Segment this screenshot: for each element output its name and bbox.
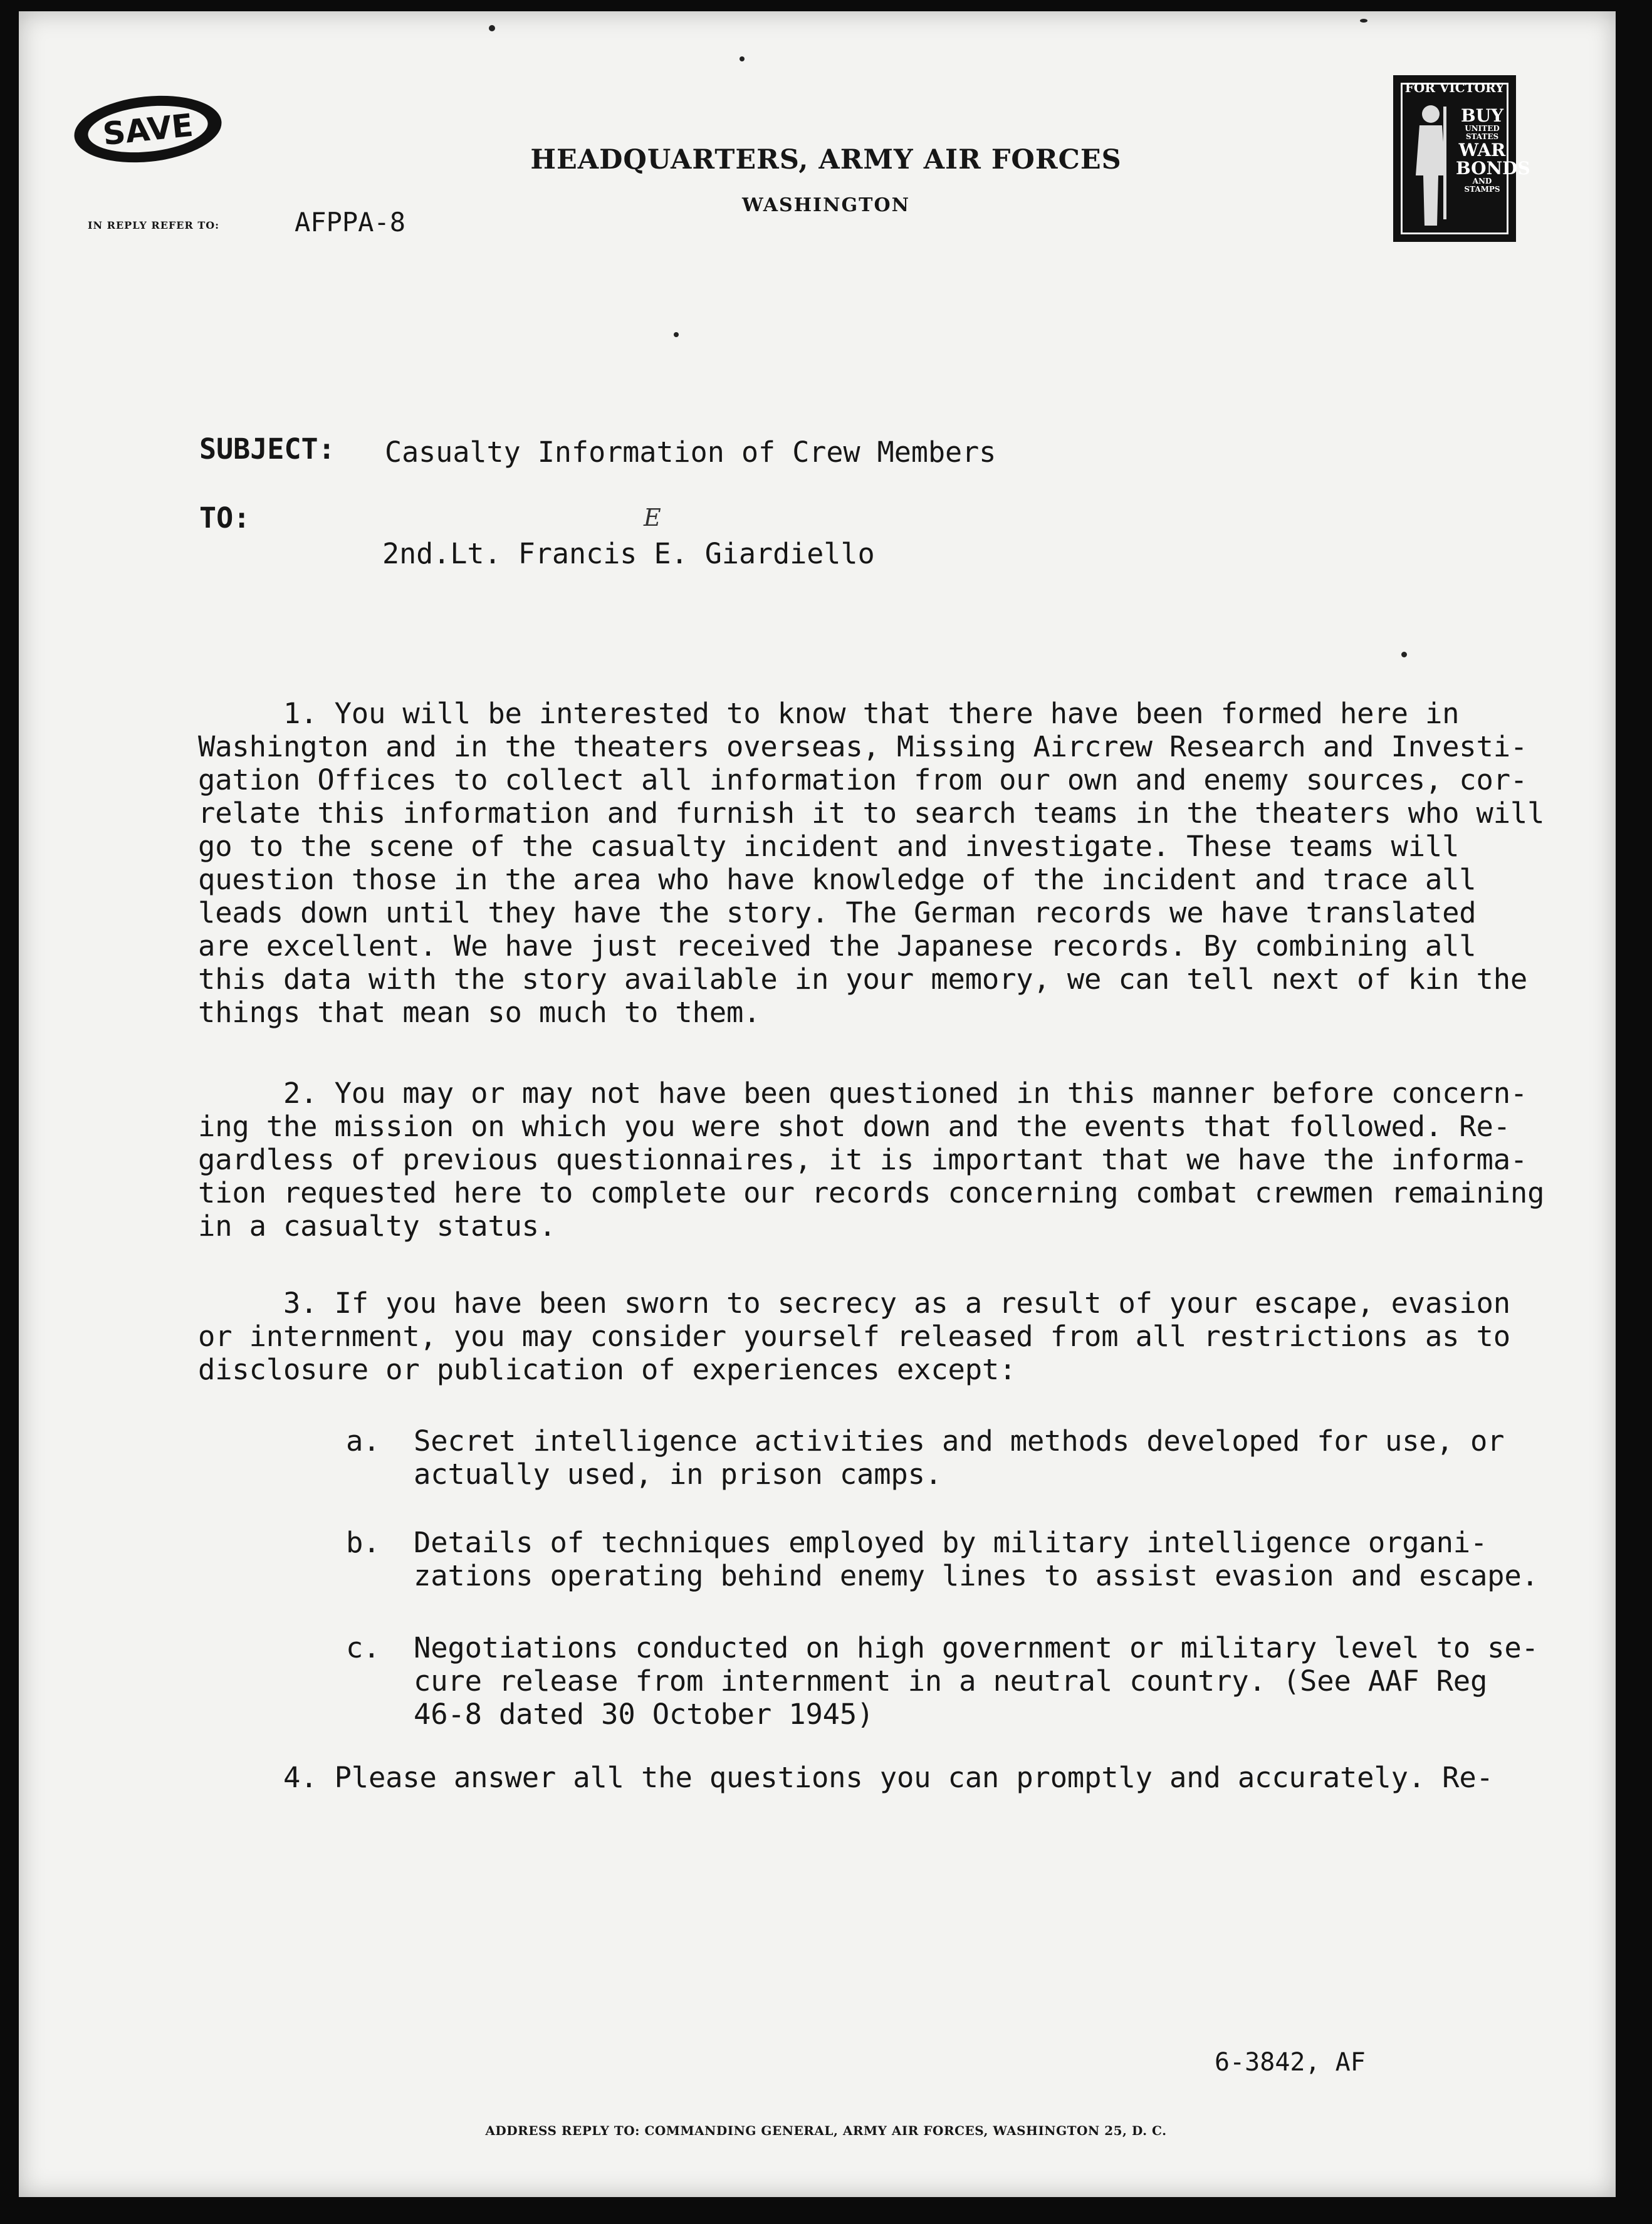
p3-line-3: disclosure or publication of experiences except: bbox=[198, 1353, 1017, 1386]
item-a-line-2: actually used, in prison camps. bbox=[414, 1458, 942, 1491]
item-a-line-1: Secret intelligence activities and methods developed for use, or bbox=[414, 1424, 1505, 1458]
scan-speck bbox=[674, 332, 679, 337]
p2-line-2: ing the mission on which you were shot down and the events that followed. Re- bbox=[198, 1110, 1510, 1143]
letterhead-title: HEADQUARTERS, ARMY AIR FORCES bbox=[530, 144, 1122, 175]
stamp-buy: BUY bbox=[1460, 105, 1504, 126]
form-number: 6-3842, AF bbox=[1215, 2048, 1366, 2077]
handwritten-initial: E bbox=[644, 504, 661, 531]
scan-speck bbox=[1360, 19, 1367, 23]
p1-line-9: this data with the story available in your memory, we can tell next of kin the bbox=[198, 963, 1528, 996]
item-c-line-3: 46-8 dated 30 October 1945) bbox=[414, 1698, 874, 1731]
recipient: 2nd.Lt. Francis E. Giardiello bbox=[382, 537, 875, 570]
item-c-line-1: Negotiations conducted on high government or military level to se- bbox=[414, 1631, 1539, 1664]
subject-label: SUBJECT: bbox=[199, 432, 335, 466]
stamp-top-text: FOR VICTORY bbox=[1404, 80, 1505, 95]
stamp-united: UNITED STATES bbox=[1465, 124, 1500, 141]
footer-address: ADDRESS REPLY TO: COMMANDING GENERAL, ARMY AIR FORCES, WASHINGTON 25, D. C. bbox=[485, 2123, 1167, 2138]
save-logo-text: SAVE bbox=[101, 107, 195, 153]
p2-line-3: gardless of previous questionnaires, it is important that we have the informa- bbox=[198, 1143, 1528, 1176]
p1-line-8: are excellent. We have just received the Japanese records. By combining all bbox=[198, 929, 1477, 963]
subject-value: Casualty Information of Crew Members bbox=[385, 436, 996, 469]
to-label: TO: bbox=[199, 501, 251, 535]
stamp-bonds: BONDS bbox=[1456, 157, 1530, 179]
p2-line-1: 2. You may or may not have been questioned in this manner before concern- bbox=[283, 1077, 1528, 1110]
stamp-war: WAR bbox=[1458, 139, 1506, 160]
p1-line-7: leads down until they have the story. The German records we have translated bbox=[198, 896, 1477, 929]
scan-speck bbox=[740, 56, 745, 61]
p1-line-2: Washington and in the theaters overseas, Missing Aircrew Research and Investi- bbox=[198, 730, 1528, 763]
scan-speck bbox=[1401, 652, 1407, 657]
item-c-line-2: cure release from internment in a neutral country. (See AAF Reg bbox=[414, 1664, 1488, 1698]
item-a-letter: a. bbox=[346, 1424, 380, 1458]
p1-line-5: go to the scene of the casualty incident and investigate. These teams will bbox=[198, 830, 1460, 863]
p1-line-10: things that mean so much to them. bbox=[198, 996, 761, 1029]
p4-line-1: 4. Please answer all the questions you can promptly and accurately. Re- bbox=[283, 1761, 1493, 1794]
reply-code: AFPPA-8 bbox=[295, 207, 406, 238]
p3-line-2: or internment, you may consider yourself released from all restrictions as to bbox=[198, 1320, 1510, 1353]
p1-line-6: question those in the area who have knowledge of the incident and trace all bbox=[198, 863, 1477, 896]
p1-line-4: relate this information and furnish it to search teams in the theaters who will bbox=[198, 796, 1545, 830]
p3-line-1: 3. If you have been sworn to secrecy as a result of your escape, evasion bbox=[283, 1287, 1510, 1320]
item-b-line-1: Details of techniques employed by military intelligence organi- bbox=[414, 1526, 1488, 1559]
item-b-letter: b. bbox=[346, 1526, 380, 1559]
letterhead-city: WASHINGTON bbox=[741, 194, 910, 216]
p1-line-1: 1. You will be interested to know that there have been formed here in bbox=[283, 697, 1460, 730]
reply-label: IN REPLY REFER TO: bbox=[88, 219, 220, 231]
stamp-stamps: AND STAMPS bbox=[1464, 177, 1500, 194]
p2-line-5: in a casualty status. bbox=[198, 1209, 557, 1243]
scan-speck bbox=[489, 25, 495, 31]
item-c-letter: c. bbox=[346, 1631, 380, 1664]
p2-line-4: tion requested here to complete our records concerning combat crewmen remaining bbox=[198, 1176, 1545, 1209]
p1-line-3: gation Offices to collect all information from our own and enemy sources, cor- bbox=[198, 763, 1528, 796]
item-b-line-2: zations operating behind enemy lines to assist evasion and escape. bbox=[414, 1559, 1539, 1592]
